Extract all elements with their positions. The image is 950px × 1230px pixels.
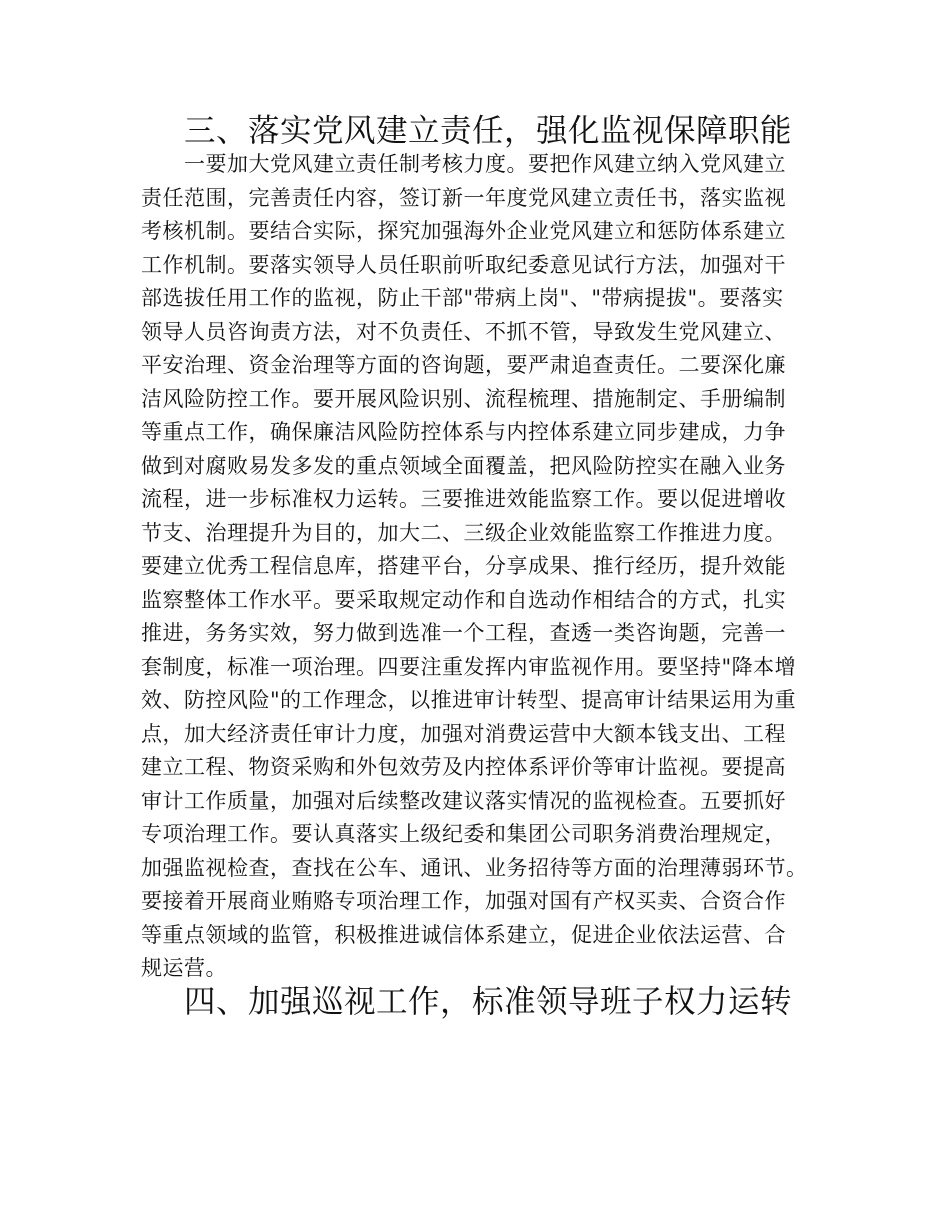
paragraph-line: 部选拔任用工作的监视，防止干部"带病上岗"、"带病提拔"。要落实: [141, 286, 784, 310]
paragraph-line: 平安治理、资金治理等方面的咨询题，要严肃追查责任。二要深化廉: [141, 353, 786, 377]
paragraph-line: 要接着开展商业贿赂专项治理工作，加强对国有产权买卖、合资合作: [141, 889, 786, 913]
paragraph-line: 建立工程、物资采购和外包效劳及内控体系评价等审计监视。要提高: [141, 755, 786, 779]
paragraph-line: 专项治理工作。要认真落实上级纪委和集团公司职务消费治理规定，: [141, 822, 786, 846]
paragraph-line: 审计工作质量，加强对后续整改建议落实情况的监视检查。五要抓好: [141, 788, 786, 813]
paragraph-line: 等重点工作，确保廉洁风险防控体系与内控体系建立同步建成，力争: [141, 420, 786, 444]
paragraph-line: 效、防控风险"的工作理念，以推进审计转型、提高审计结果运用为重: [141, 688, 797, 712]
section-three-paragraph: [141, 148, 831, 986]
paragraph-line: 责任范围，完善责任内容，签订新一年度党风建立责任书，落实监视: [141, 185, 786, 210]
paragraph-line: 等重点领域的监管，积极推进诚信体系建立，促进企业依法运营、合: [141, 922, 786, 947]
paragraph-line: 流程，进一步标准权力运转。三要推进效能监察工作。要以促进增收: [141, 487, 786, 511]
paragraph-line: 点，加大经济责任审计力度，加强对消费运营中大额本钱支出、工程: [141, 721, 786, 746]
paragraph-line: 规运营。: [141, 956, 227, 980]
section-four-heading: 四、加强巡视工作，标准领导班子权力运转: [184, 983, 793, 1020]
paragraph-line: 洁风险防控工作。要开展风险识别、流程梳理、措施制定、手册编制: [141, 386, 786, 411]
paragraph-line: 一要加大党风建立责任制考核力度。要把作风建立纳入党风建立: [184, 152, 786, 176]
paragraph-line: 考核机制。要结合实际，探究加强海外企业党风建立和惩防体系建立: [141, 219, 786, 243]
paragraph-line: 工作机制。要落实领导人员任职前听取纪委意见试行方法，加强对干: [141, 252, 786, 277]
paragraph-line: 推进，务务实效，努力做到选准一个工程，查透一类咨询题，完善一: [141, 621, 786, 645]
paragraph-line: 加强监视检查，查找在公车、通讯、业务招待等方面的治理薄弱环节。: [141, 855, 808, 880]
paragraph-line: 节支、治理提升为目的，加大二、三级企业效能监察工作推进力度。: [141, 520, 786, 545]
paragraph-line: 套制度，标准一项治理。四要注重发挥内审监视作用。要坚持"降本增: [141, 654, 797, 679]
paragraph-line: 要建立优秀工程信息库，搭建平台，分享成果、推行经历，提升效能: [141, 554, 786, 578]
paragraph-line: 领导人员咨询责方法，对不负责任、不抓不管，导致发生党风建立、: [141, 319, 786, 344]
section-three-heading: 三、落实党风建立责任，强化监视保障职能: [184, 113, 793, 149]
document-page: [141, 115, 831, 1019]
paragraph-line: 做到对腐败易发多发的重点领域全面覆盖，把风险防控实在融入业务: [141, 453, 786, 478]
paragraph-line: 监察整体工作水平。要采取规定动作和自选动作相结合的方式，扎实: [141, 587, 786, 612]
